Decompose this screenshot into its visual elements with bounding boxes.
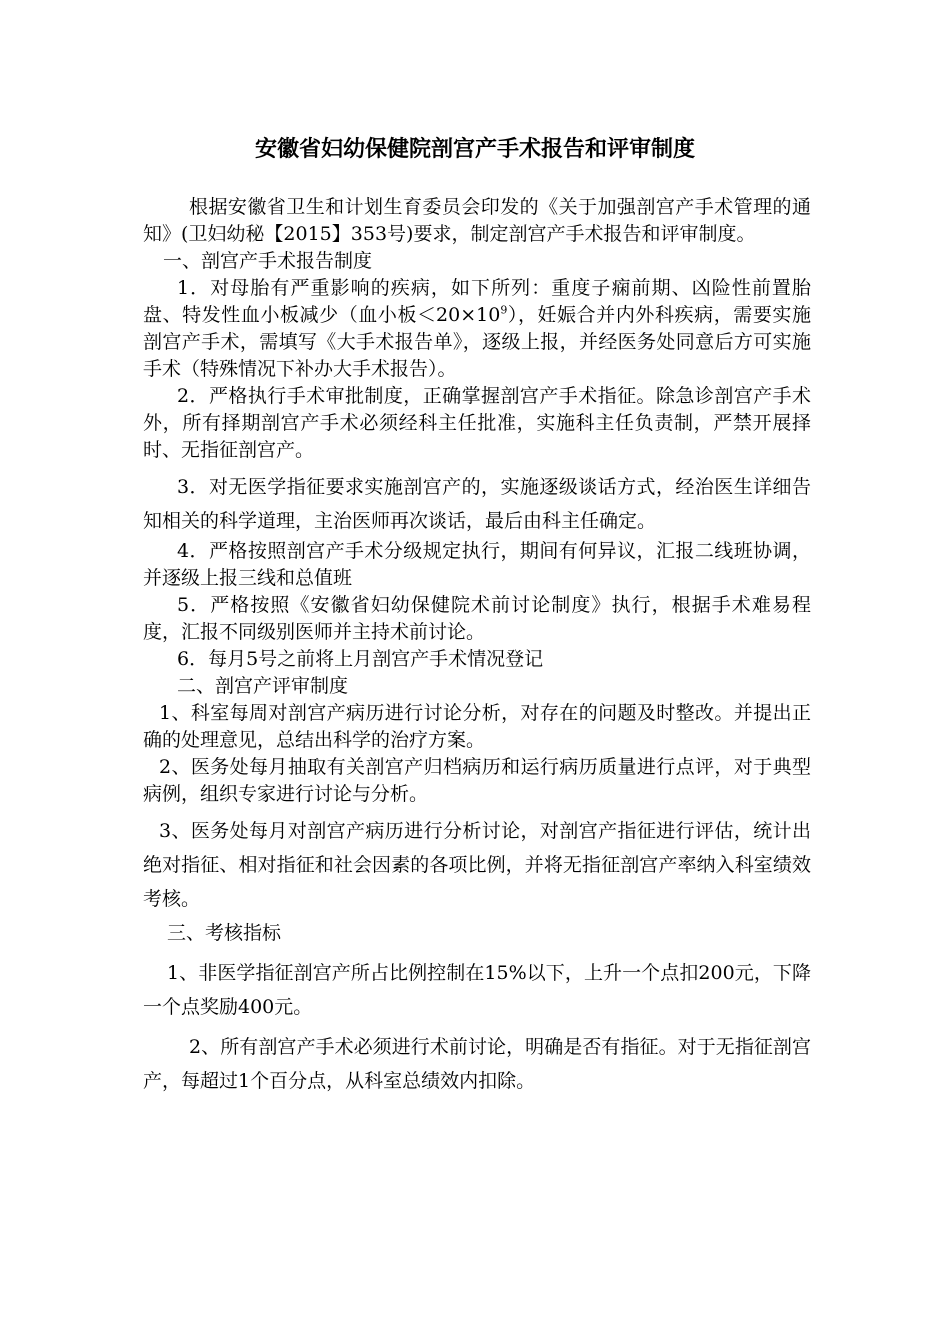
section1-item5: 5．严格按照《安徽省妇幼保健院术前讨论制度》执行，根据手术难易程度，汇报不同级别医师并主持术前讨论。 [143,594,811,643]
section1-item1-text-a: 1．对母胎有严重影响的疾病，如下所列：重度子痫前期、凶险性前置胎盘、特发性血小板减少（血小板＜20×10 [143,277,811,326]
section3-item1: 1、非医学指征剖宫产所占比例控制在15%以下，上升一个点扣200元，下降一个点奖励400元。 [143,962,811,1018]
section2-item1: 1、科室每周对剖宫产病历进行讨论分析，对存在的问题及时整改。并提出正确的处理意见，总结出科学的治疗方案。 [143,702,811,751]
section1-heading: 一、剖宫产手术报告制度 [163,250,373,272]
section3-heading: 三、考核指标 [167,922,282,944]
section1-item6: 6．每月5号之前将上月剖宫产手术情况登记 [177,648,544,670]
section3-item2: 2、所有剖宫产手术必须进行术前讨论，明确是否有指征。对于无指征剖宫产，每超过1个百分点，从科室总绩效内扣除。 [143,1036,811,1092]
section2-heading: 二、剖宫产评审制度 [177,675,349,697]
section1-item1 [143,275,811,383]
document-body [143,194,811,1098]
section1-item3: 3．对无医学指征要求实施剖宫产的，实施逐级谈话方式，经治医生详细告知相关的科学道理，主治医师再次谈话，最后由科主任确定。 [143,476,811,532]
document-title: 安徽省妇幼保健院剖宫产手术报告和评审制度 [254,137,695,162]
section1-item2: 2．严格执行手术审批制度，正确掌握剖宫产手术指征。除急诊剖宫产手术外，所有择期剖宫产手术必须经科主任批准，实施科主任负责制，严禁开展择时、无指征剖宫产。 [143,385,811,461]
section2-item2: 2、医务处每月抽取有关剖宫产归档病历和运行病历质量进行点评，对于典型病例，组织专家进行讨论与分析。 [143,756,811,805]
section1-item1-superscript: 9 [500,303,508,317]
section2-item3: 3、医务处每月对剖宫产病历进行分析讨论，对剖宫产指征进行评估，统计出绝对指征、相对指征和社会因素的各项比例，并将无指征剖宫产率纳入科室绩效考核。 [143,820,811,910]
section1-item4: 4．严格按照剖宫产手术分级规定执行，期间有何异议，汇报二线班协调，并逐级上报三线和总值班 [143,540,811,589]
intro-paragraph: 根据安徽省卫生和计划生育委员会印发的《关于加强剖宫产手术管理的通知》(卫妇幼秘【2015】353号)要求，制定剖宫产手术报告和评审制度。 [143,196,811,245]
section1-item1-text-b: ），妊娠合并内外科疾病，需要实施剖宫产手术，需填写《大手术报告单》，逐级上报，并经医务处同意后方可实施手术（特殊情况下补办大手术报告）。 [143,304,811,380]
